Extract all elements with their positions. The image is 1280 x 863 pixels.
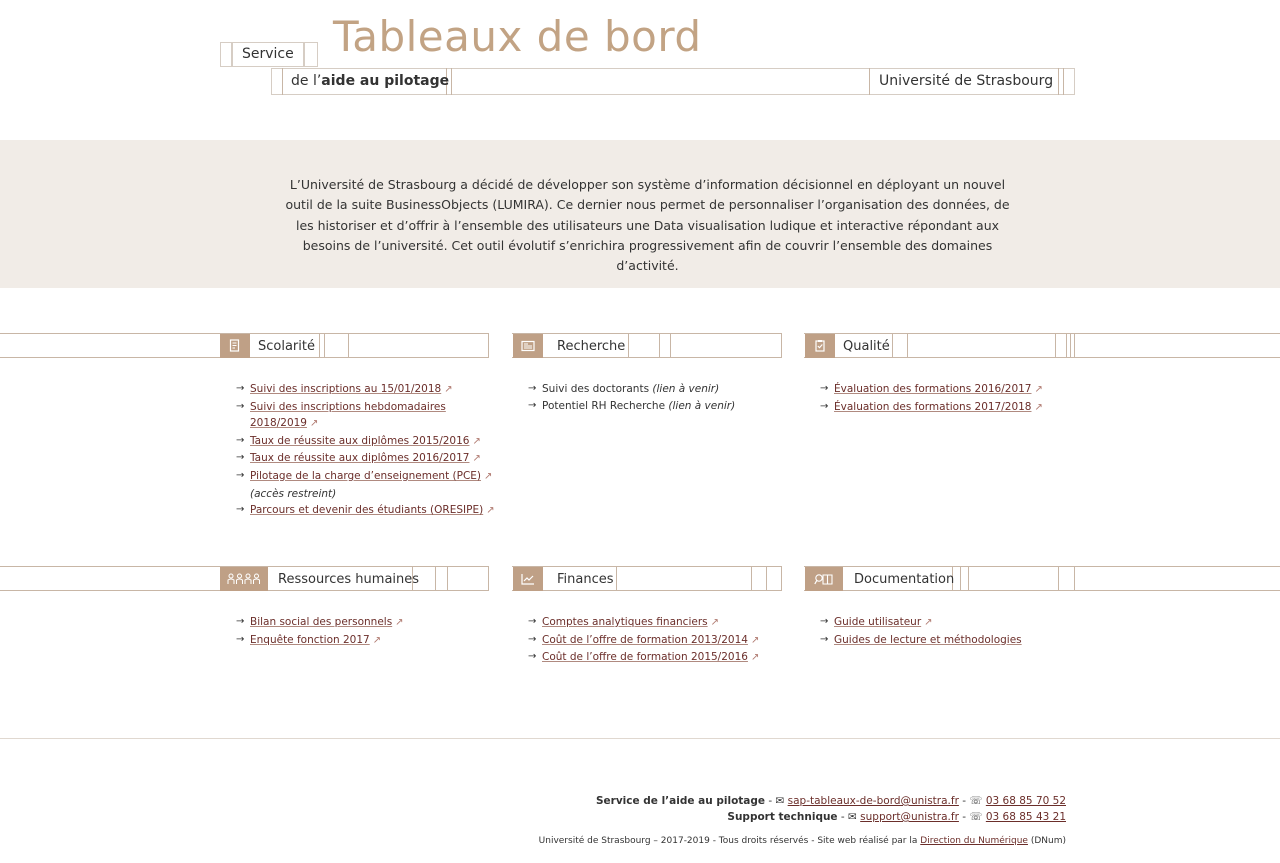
link-guides-lecture[interactable]: Guides de lecture et méthodologies [834,633,1022,646]
clipboard-check-icon [805,334,835,358]
pending-note: (lien à venir) [668,399,736,412]
section-rule [1058,566,1059,591]
link-bilan-social[interactable]: Bilan social des personnels [250,616,393,628]
footer-support-phone[interactable]: 03 68 85 43 21 [985,811,1066,823]
section-rule [447,566,448,591]
external-link-icon: ↗ [395,617,404,628]
external-link-icon: ↗ [472,453,481,465]
footer-support-label: Support technique [727,811,838,823]
section-title-documentation: Documentation [854,572,955,587]
newspaper-icon [513,334,543,358]
footer-separator: - [958,795,970,807]
phone-icon: ☏ [969,795,986,807]
external-link-icon: ↗ [1034,401,1043,413]
footer-dnum-link[interactable]: Direction du Numérique [920,836,1028,846]
list-item [236,433,496,451]
document-icon [220,334,250,358]
section-rule [488,566,489,591]
list-item [236,502,496,520]
item-suivi-doctorants: Suivi des doctorants [542,383,650,395]
section-rule [512,590,782,591]
footer-dnum-abbr: (DNum) [1030,836,1066,846]
book-icon [805,567,843,591]
list-item [528,632,778,650]
list-item [820,614,1070,632]
section-rule [804,333,1280,334]
section-rule [960,566,961,591]
header-subtitle-bold: aide au pilotage [321,73,450,89]
list-item [236,632,476,650]
list-item [236,399,496,433]
section-rule [1055,333,1056,358]
recherche-items [528,381,768,414]
link-scolarite-inscriptions-2018[interactable]: Suivi des inscriptions au 15/01/2018 [250,383,442,395]
footer-divider [0,738,1280,739]
footer-separator: - [958,811,970,823]
external-link-icon: ↗ [486,505,495,517]
finances-links [528,614,778,667]
scolarite-links [236,381,496,520]
list-item [236,614,476,632]
pending-note: (lien à venir) [652,383,720,395]
book-icon-glyph [814,573,834,586]
footer-support-contact [727,811,1066,823]
section-rule [1070,333,1071,358]
chart-line-icon-glyph [521,573,535,585]
chart-line-icon [513,567,543,591]
external-link-icon: ↗ [372,634,382,646]
footer-copyright-text: Université de Strasbourg – 2017-2019 - Tous droits réservés - Site web réalisé par la [538,836,918,846]
newspaper-icon-glyph [520,340,536,352]
footer-separator: - [837,811,849,823]
list-item [528,649,778,667]
header-university[interactable]: Université de Strasbourg [879,73,1054,89]
list-item [236,468,496,502]
section-rule [348,333,349,358]
list-item [820,632,1070,649]
link-evaluation-2016[interactable]: Évaluation des formations 2016/2017 [834,383,1032,395]
footer-service-label: Service de l’aide au pilotage [595,795,766,807]
external-link-icon: ↗ [710,617,719,628]
header-divider [451,68,452,95]
external-link-icon: ↗ [309,418,319,430]
link-cout-offre-2013[interactable]: Coût de l’offre de formation 2013/2014 [542,633,748,646]
header-frame [220,42,232,67]
section-rule [512,566,782,567]
section-rule [435,566,436,591]
link-scolarite-reussite-2015[interactable]: Taux de réussite aux diplômes 2015/2016 [250,434,470,447]
section-rule [751,566,752,591]
section-rule [659,333,660,358]
footer-service-contact [596,795,1066,807]
document-icon-glyph [229,339,241,353]
section-rule [616,566,617,591]
section-rule [512,357,782,358]
external-link-icon: ↗ [1034,384,1043,395]
external-link-icon: ↗ [750,652,760,664]
section-rule [512,333,782,334]
section-rule [781,566,782,591]
restricted-note: (accès restreint) [250,487,337,500]
header-divider [869,68,870,95]
external-link-icon: ↗ [924,617,933,628]
link-guide-utilisateur[interactable]: Guide utilisateur [834,616,922,628]
section-title-recherche: Recherche [557,339,626,354]
link-scolarite-inscriptions-hebdo[interactable]: Suivi des inscriptions hebdomadaires 2018/2019 [250,400,446,430]
section-rule [804,357,1280,358]
link-scolarite-pce[interactable]: Pilotage de la charge d’enseignement (PCE) [250,469,482,482]
header-frame [304,42,318,67]
section-rule [892,333,893,358]
documentation-links [820,614,1070,648]
link-cout-offre-2015[interactable]: Coût de l’offre de formation 2015/2016 [542,651,748,664]
list-item [528,398,768,415]
section-rule [670,333,671,358]
clipboard-check-icon-glyph [814,339,826,353]
section-rule [766,566,767,591]
footer-service-phone[interactable]: 03 68 85 70 52 [985,795,1066,807]
header-subtitle-prefix: de l’ [291,73,322,89]
mail-icon: ✉ [848,811,861,823]
intro-band [0,140,1280,288]
section-rule [324,333,325,358]
mail-icon: ✉ [775,795,788,807]
section-rule [907,333,908,358]
list-item [528,381,768,398]
section-title-scolarite: Scolarité [258,339,315,354]
footer-copyright [539,836,1066,846]
list-item [820,399,1080,417]
site-title[interactable]: Tableaux de bord [333,12,702,61]
header-divider [1063,68,1064,95]
section-rule [781,333,782,358]
section-rule [628,333,629,358]
link-enquete-fonction[interactable]: Enquête fonction 2017 [250,633,370,646]
list-item [820,381,1080,399]
external-link-icon: ↗ [750,634,760,646]
link-scolarite-oresipe[interactable]: Parcours et devenir des étudiants (ORESIPE) [250,504,484,517]
list-item [528,614,778,632]
list-item [236,450,496,468]
header-divider [282,68,283,95]
section-rule [488,333,489,358]
header-service-label: Service [242,46,294,62]
header-subtitle [291,73,449,89]
section-rule [1074,333,1075,358]
section-rule [804,590,1280,591]
external-link-icon: ↗ [444,384,453,395]
link-evaluation-2017[interactable]: Évaluation des formations 2017/2018 [834,400,1032,413]
section-rule [804,566,1280,567]
list-item [236,381,496,399]
people-icon [220,567,268,591]
external-link-icon: ↗ [484,470,493,482]
item-potentiel-rh: Potentiel RH Recherche [542,399,666,412]
section-title-finances: Finances [557,572,614,587]
section-title-qualite: Qualité [843,339,890,354]
section-title-rh: Ressources humaines [278,572,420,587]
section-rule [968,566,969,591]
footer-service-email[interactable]: sap-tableaux-de-bord@unistra.fr [787,795,959,807]
section-rule [1074,566,1075,591]
intro-text: L’Université de Strasbourg a décidé de développer son système d’information décisionnel en déployant un nouvel outil de la suite BusinessObjects (LUMIRA). Ce dernier nous permet de personnaliser l’organisation des données, de les historiser et d’offrir à l’ensemble des utilisateurs une Data visualisation ludique et interactive répondant aux besoins de l’université. Cet outil évolutif s’enrichira progressivement afin de couvrir l’ensemble des domaines d’activité. [285,177,1010,274]
footer-separator: - [765,795,776,807]
section-rule [319,333,320,358]
external-link-icon: ↗ [472,435,481,447]
link-scolarite-reussite-2016[interactable]: Taux de réussite aux diplômes 2016/2017 [250,452,470,465]
header-divider [1058,68,1059,95]
link-comptes-analytiques[interactable]: Comptes analytiques financiers [542,616,708,628]
people-icon-glyph [227,572,261,586]
section-rule [1066,333,1067,358]
rh-links [236,614,476,649]
qualite-links [820,381,1080,416]
footer-support-email[interactable]: support@unistra.fr [860,811,959,823]
phone-icon: ☏ [969,811,986,823]
